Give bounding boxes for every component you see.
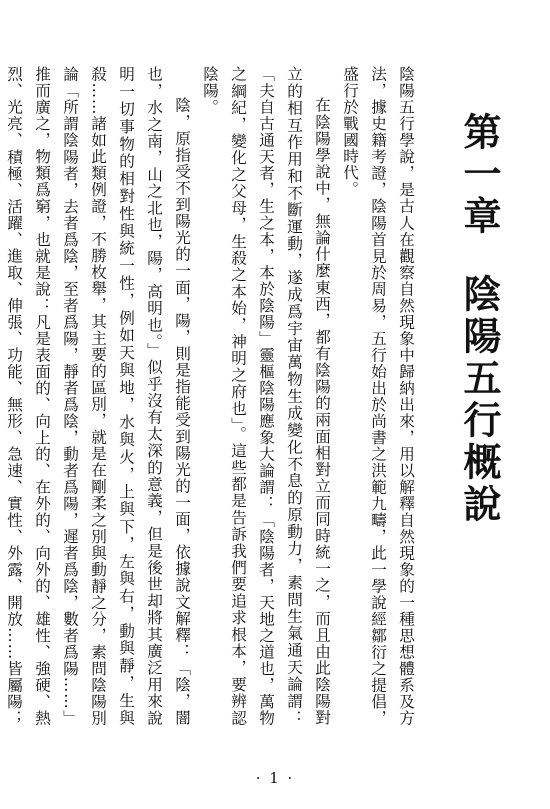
- chapter-title: 陰陽五行概說: [457, 274, 502, 526]
- paragraph-2: 在陰陽學說中，無論什麼東西，都有陰陽的兩面相對立而同時統一之，而且由此陰陽對立的相互作用和不斷運動，遂成爲宇宙萬物生成變化不息的原動力，素問生氣通天論謂：「夫自古通天者，生之本，本於陰陽」靈樞陰陽應象大論謂：「陰陽者，天地之道也，萬物之綱紀，變化之父母，生殺之本始，神明之府也」。這些都是告訴我們要追求根本，要辨認陰陽。: [201, 66, 331, 726]
- chapter-body: [0, 66, 420, 726]
- paragraph-3: 陰，原指受不到陽光的一面，陽，則是指能受到陽光的一面，依據說文解釋：「陰，闇也，水之南，山之北也，陽，高明也。」似乎沒有太深的意義，但是後世却將其廣泛用來說明一切事物的相對性與統一性，例如天與地，水與火，上與下，左與右，動與靜，生與殺……諸如此類例證，不勝枚舉，其主要的區別，就是在剛柔之別與動靜之分，素問陰陽別論「所謂陰陽者，去者爲陰，至者爲陽，靜者爲陰，動者爲陽，遲者爲陰，數者爲陽……」推而廣之，物類爲窮，也就是說：凡是表面的、向上的、在外的、向外的、雄性、強硬、熱烈、光亮、積極、活躍、進取、伸張、功能、無形、急速、實性、外露、開放……皆屬陽；: [5, 66, 191, 726]
- chapter-number: 第一章: [457, 112, 502, 238]
- chapter-heading: [457, 112, 502, 526]
- paragraph-1: 陰陽五行學說，是古人在觀察自然現象中歸納出來，用以解釋自然現象的一種思想體系及方法，據史籍考證，陰陽首見於周易，五行始出於尚書之洪範九疇，此一學說經鄒衍之提倡，盛行於戰國時代。: [341, 66, 415, 726]
- page-number: · 1 ·: [255, 769, 295, 787]
